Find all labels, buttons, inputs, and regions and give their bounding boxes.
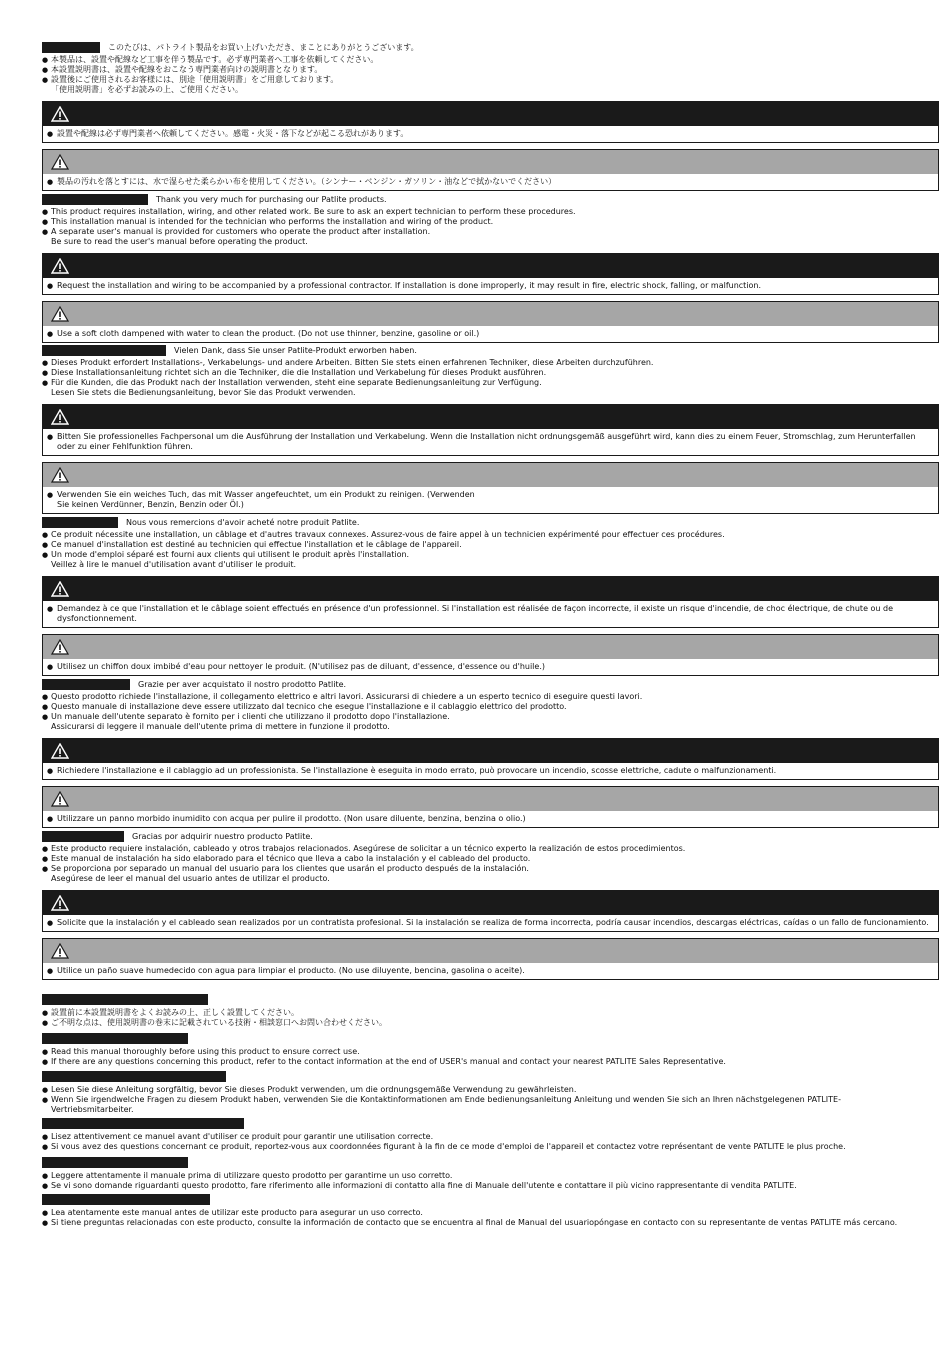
bullet-list (42, 1132, 939, 1152)
bullet-list (42, 1047, 939, 1067)
warning-triangle-icon (51, 106, 69, 122)
reading-french (42, 1118, 939, 1152)
intro-text: Nous vous remercions d'avoir acheté notre produit Patlite. (126, 518, 360, 527)
bullet-list (42, 1085, 939, 1115)
caution-triangle-icon (51, 943, 69, 959)
warning-text: ● Request the installation and wiring to be accompanied by a professional contractor. If installation is done improperly, it may result in fire, electric shock, falling, or malfunction. (43, 278, 938, 294)
note-text: Veillez à lire le manuel d'utilisation avant d'utiliser le produit. (51, 560, 297, 569)
language-heading-bar (42, 194, 148, 205)
list-item: ● Lisez attentivement ce manuel avant d'utiliser ce produit pour garantir une utilisation correcte. (42, 1132, 939, 1142)
section-italian (42, 679, 939, 828)
section-spanish (42, 831, 939, 980)
bullet-list (42, 55, 939, 85)
warning-box (42, 101, 939, 143)
section-header (42, 42, 939, 53)
section-header (42, 194, 939, 205)
language-heading-bar (42, 1118, 244, 1129)
language-heading-bar (42, 1194, 210, 1205)
section-english (42, 194, 939, 343)
warning-triangle-icon (51, 743, 69, 759)
bullet-list (42, 692, 939, 722)
caution-box (42, 149, 939, 191)
caution-box (42, 786, 939, 828)
reading-german (42, 1071, 939, 1115)
section-header (42, 679, 939, 690)
list-item: ● 設置後にご使用されるお客様には、別途「使用説明書」をご用意しております。 (42, 75, 939, 85)
list-item: ● Ce manuel d'installation est destiné au technicien qui effectue l'installation et le câblage de l'appareil. (42, 540, 939, 550)
list-item: ● Si tiene preguntas relacionadas con este producto, consulte la información de contacto que se encuentra al final de Manual del usuariopóngase en contacto con su representante de ventas PATLITE más cercano. (42, 1218, 939, 1228)
warning-band (43, 405, 938, 429)
list-item: ● Lea atentamente este manual antes de utilizar este producto para asegurar un uso correcto. (42, 1208, 939, 1218)
note-text: Be sure to read the user's manual before operating the product. (51, 237, 308, 246)
section-header (42, 345, 939, 356)
caution-band (43, 939, 938, 963)
list-item: ● 本製品は、設置や配線など工事を伴う製品です。必ず専門業者へ工事を依頼してください。 (42, 55, 939, 65)
language-heading-bar (42, 679, 130, 690)
note-text: 「使用説明書」を必ずお読みの上、ご使用ください。 (51, 85, 243, 94)
list-item: ● Un manuale dell'utente separato è fornito per i clienti che utilizzano il prodotto dopo l'installazione. (42, 712, 939, 722)
bullet-list (42, 530, 939, 560)
list-item: ● Se proporciona por separado un manual del usuario para los clientes que usarán el producto después de la instalación. (42, 864, 939, 874)
list-item: ● Lesen Sie diese Anleitung sorgfältig, bevor Sie dieses Produkt verwenden, um die ordnungsgemäße Verwendung zu gewährleisten. (42, 1085, 939, 1095)
intro-text: Vielen Dank, dass Sie unser Patlite-Produkt erworben haben. (174, 346, 417, 355)
list-item: ● Este manual de instalación ha sido elaborado para el técnico que lleva a cabo la instalación y el cableado del producto. (42, 854, 939, 864)
language-heading-bar (42, 1033, 188, 1044)
reading-italian (42, 1157, 939, 1191)
warning-band (43, 891, 938, 915)
caution-text: ● Utilisez un chiffon doux imbibé d'eau pour nettoyer le produit. (N'utilisez pas de diluant, d'essence, d'essence ou d'huile.) (43, 659, 938, 675)
list-item: ● Se vi sono domande riguardanti questo prodotto, fare riferimento alle informazioni di contatto alla fine di Manuale dell'utente e contattare il più vicino rappresentante di vendita PATLITE. (42, 1181, 939, 1191)
caution-text: ● Verwenden Sie ein weiches Tuch, das mit Wasser angefeuchtet, um ein Produkt zu reinigen. (Verwenden Sie keinen Verdünner, Benzin, Benzin oder Öl.) (43, 487, 491, 513)
bullet-list (42, 1208, 939, 1228)
caution-band (43, 150, 938, 174)
list-item: ● Un mode d'emploi séparé est fourni aux clients qui utilisent le produit après l'installation. (42, 550, 939, 560)
list-item: ● Für die Kunden, die das Produkt nach der Installation verwenden, steht eine separate Bedienungsanleitung zur Verfügung. (42, 378, 939, 388)
caution-triangle-icon (51, 306, 69, 322)
language-heading-bar (42, 42, 100, 53)
language-heading-bar (42, 517, 118, 528)
reading-japanese (42, 994, 939, 1028)
warning-box (42, 253, 939, 295)
intro-text: Grazie per aver acquistato il nostro prodotto Patlite. (138, 680, 347, 689)
list-item: ● Read this manual thoroughly before using this product to ensure correct use. (42, 1047, 939, 1057)
caution-box (42, 938, 939, 980)
caution-triangle-icon (51, 639, 69, 655)
caution-text: ● Utilice un paño suave humedecido con agua para limpiar el producto. (No use diluyente, bencina, gasolina o aceite). (43, 963, 938, 979)
list-item: ● This product requires installation, wiring, and other related work. Be sure to ask an expert technician to perform these procedures. (42, 207, 939, 217)
list-item: ● Ce produit nécessite une installation, un câblage et d'autres travaux connexes. Assurez-vous de faire appel à un technicien expérimenté pour effectuer ces procédures. (42, 530, 939, 540)
language-heading-bar (42, 1157, 188, 1168)
section-french (42, 517, 939, 676)
section-header (42, 517, 939, 528)
warning-box (42, 738, 939, 780)
list-item: ● Este producto requiere instalación, cableado y otros trabajos relacionados. Asegúrese de solicitar a un técnico experto la realización de estos procedimientos. (42, 844, 939, 854)
warning-band (43, 254, 938, 278)
intro-text: Thank you very much for purchasing our Patlite products. (156, 195, 387, 204)
caution-band (43, 635, 938, 659)
list-item: ● A separate user's manual is provided for customers who operate the product after installation. (42, 227, 939, 237)
reading-spanish (42, 1194, 939, 1228)
warning-text: ● Solicite que la instalación y el cableado sean realizados por un contratista profesional. Si la instalación se realiza de forma incorrecta, podría causar incendios, descargas eléctricas, caídas o un fallo de funcionamiento. (43, 915, 938, 931)
section-header (42, 831, 939, 842)
list-item: ● 設置前に本設置説明書をよくお読みの上、正しく設置してください。 (42, 1008, 939, 1018)
list-item: ● Diese Installationsanleitung richtet sich an die Techniker, die die Installation und Verkabelung für dieses Produkt ausführen. (42, 368, 939, 378)
warning-box (42, 890, 939, 932)
warning-band (43, 577, 938, 601)
caution-box (42, 301, 939, 343)
warning-triangle-icon (51, 581, 69, 597)
list-item: ● 本設置説明書は、設置や配線をおこなう専門業者向けの説明書となります。 (42, 65, 939, 75)
language-heading-bar (42, 994, 208, 1005)
reading-english (42, 1033, 939, 1067)
warning-text: ● Richiedere l'installazione e il cablaggio ad un professionista. Se l'installazione è eseguita in modo errato, può provocare un incendio, scosse elettriche, cadute o malfunzionamenti. (43, 763, 938, 779)
language-heading-bar (42, 1071, 226, 1082)
warning-triangle-icon (51, 258, 69, 274)
note-text: Asegúrese de leer el manual del usuario antes de utilizar el producto. (51, 874, 330, 883)
caution-band (43, 463, 938, 487)
warning-text: ● Demandez à ce que l'installation et le câblage soient effectués en présence d'un professionnel. Si l'installation est réalisée de façon incorrecte, il existe un risque d'incendie, de choc électrique, de chute ou de dysfonctionnement. (43, 601, 938, 627)
warning-box (42, 576, 939, 628)
caution-triangle-icon (51, 467, 69, 483)
section-japanese (42, 42, 939, 191)
note-text: Assicurarsi di leggere il manuale dell'utente prima di mettere in funzione il prodotto. (51, 722, 390, 731)
note-text: Lesen Sie stets die Bedienungsanleitung, bevor Sie das Produkt verwenden. (51, 388, 356, 397)
warning-text: ● Bitten Sie professionelles Fachpersonal um die Ausführung der Installation und Verkabelung. Wenn die Installation nicht ordnungsgemäß ausgeführt wird, kann dies zu einem Feuer, Stromschlag, zum Herunterfallen oder zu einer Fehlfunktion führen. (43, 429, 938, 455)
list-item: ● Wenn Sie irgendwelche Fragen zu diesem Produkt haben, verwenden Sie die Kontaktinformationen am Ende bedienungsanleitung Anleitung und wenden Sie sich an Ihren nächstgelegenen PATLITE-Vertriebsmitarbeiter. (42, 1095, 891, 1115)
caution-text: ● Use a soft cloth dampened with water to clean the product. (Do not use thinner, benzine, gasoline or oil.) (43, 326, 938, 342)
warning-band (43, 739, 938, 763)
caution-band (43, 787, 938, 811)
warning-text: ● 設置や配線は必ず専門業者へ依頼してください。感電・火災・落下などが起こる恐れがあります。 (43, 126, 938, 142)
warning-band (43, 102, 938, 126)
intro-text: このたびは、パトライト製品をお買い上げいただき、まことにありがとうございます。 (108, 43, 419, 52)
section-german (42, 345, 939, 514)
language-heading-bar (42, 831, 124, 842)
list-item: ● If there are any questions concerning this product, refer to the contact information at the end of USER's manual and contact your nearest PATLITE Sales Representative. (42, 1057, 939, 1067)
list-item: ● Leggere attentamente il manuale prima di utilizzare questo prodotto per garantirne un uso corretto. (42, 1171, 939, 1181)
list-item: ● Si vous avez des questions concernant ce produit, reportez-vous aux coordonnées figurant à la fin de ce mode d'emploi de l'appareil et contactez votre représentant de vente PATLITE le plus proche. (42, 1142, 939, 1152)
warning-triangle-icon (51, 409, 69, 425)
intro-text: Gracias por adquirir nuestro producto Patlite. (132, 832, 313, 841)
warning-box (42, 404, 939, 456)
list-item: ● Questo manuale di installazione deve essere utilizzato dal tecnico che esegue l'installazione e il cablaggio elettrico del prodotto. (42, 702, 939, 712)
language-heading-bar (42, 345, 166, 356)
caution-triangle-icon (51, 154, 69, 170)
list-item: ● Questo prodotto richiede l'installazione, il collegamento elettrico e altri lavori. Assicurarsi di chiedere a un esperto tecnico di eseguire questi lavori. (42, 692, 939, 702)
bullet-list (42, 1008, 939, 1028)
caution-band (43, 302, 938, 326)
list-item: ● This installation manual is intended for the technician who performs the installation and wiring of the product. (42, 217, 939, 227)
caution-text: ● Utilizzare un panno morbido inumidito con acqua per pulire il prodotto. (Non usare diluente, benzina, benzina o olio.) (43, 811, 938, 827)
caution-box (42, 634, 939, 676)
warning-triangle-icon (51, 895, 69, 911)
list-item: ● Dieses Produkt erfordert Installations-, Verkabelungs- und andere Arbeiten. Bitten Sie stets einen erfahrenen Techniker, diese Arbeiten durchzuführen. (42, 358, 939, 368)
bullet-list (42, 844, 939, 874)
bullet-list (42, 207, 939, 237)
bullet-list (42, 358, 939, 388)
caution-box (42, 462, 939, 514)
bullet-list (42, 1171, 939, 1191)
caution-text: ● 製品の汚れを落とすには、水で湿らせた柔らかい布を使用してください。（シンナー・ベンジン・ガソリン・油などで拭かないでください） (43, 174, 938, 190)
list-item: ● ご不明な点は、使用説明書の巻末に記載されている技術・相談窓口へお問い合わせください。 (42, 1018, 939, 1028)
caution-triangle-icon (51, 791, 69, 807)
